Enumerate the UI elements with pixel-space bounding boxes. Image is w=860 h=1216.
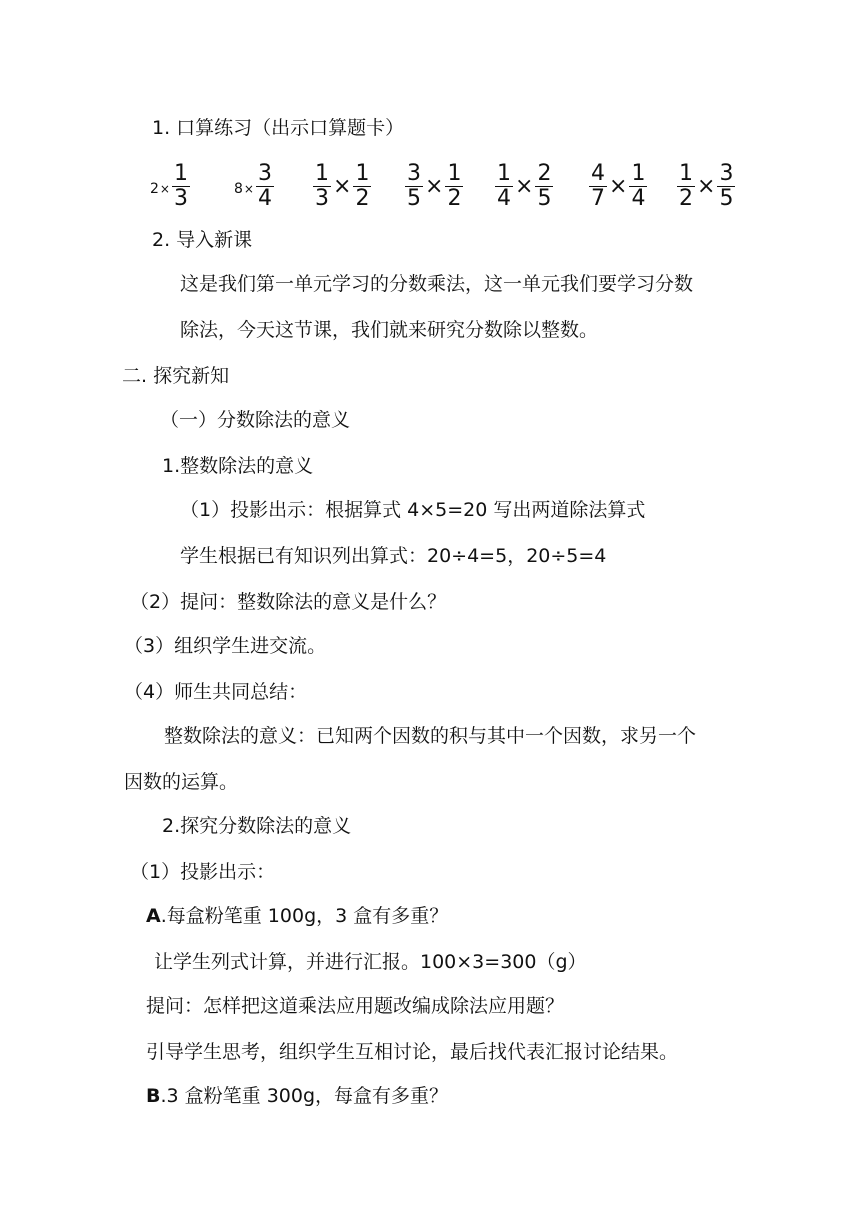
paragraph-line: （1）投影出示：根据算式 4×5=20 写出两道除法算式: [180, 499, 646, 521]
paragraph-line: 引导学生思考，组织学生互相讨论，最后找代表汇报讨论结果。: [146, 1041, 679, 1063]
numerator: 3: [719, 160, 734, 186]
paragraph-line: 这是我们第一单元学习的分数乘法，这一单元我们要学习分数: [180, 273, 694, 295]
whole-number: 2: [150, 181, 159, 197]
subsection-heading: （一）分数除法的意义: [160, 409, 351, 431]
exercise-7: [676, 154, 736, 218]
denominator: 5: [407, 185, 421, 211]
denominator: 2: [355, 185, 370, 211]
problem-text: .每盒粉笔重 100g，3 盒有多重？: [160, 905, 449, 927]
fraction: [256, 162, 274, 211]
item-heading: 1.整数除法的意义: [162, 455, 314, 477]
exercise-1: [150, 154, 191, 218]
paragraph-line: 学生根据已有知识列出算式：20÷4=5，20÷5=4: [180, 545, 607, 567]
denominator: 7: [591, 185, 605, 211]
fraction: [313, 162, 331, 211]
paragraph-line: 整数除法的意义：已知两个因数的积与其中一个因数，求另一个: [164, 725, 697, 747]
numerator: 2: [537, 160, 552, 186]
numerator: 1: [447, 160, 462, 186]
numerator: 1: [679, 160, 693, 186]
problem-a: [146, 904, 448, 928]
paragraph-line: （1）投影出示：: [130, 861, 276, 883]
denominator: 5: [719, 185, 734, 211]
paragraph-line: 因数的运算。: [124, 771, 239, 793]
denominator: 4: [497, 185, 511, 211]
fraction: [353, 162, 371, 211]
exercise-4: [404, 154, 464, 218]
times-sign: ×: [697, 173, 716, 199]
section-heading: 二. 探究新知: [122, 365, 230, 387]
item-introduce-lesson: 2. 导入新课: [152, 229, 253, 251]
problem-label: A: [146, 905, 161, 927]
paragraph-line: 让学生列式计算，并进行汇报。100×3=300（g）: [154, 951, 587, 973]
denominator: 5: [537, 185, 552, 211]
fraction: [495, 162, 513, 211]
times-sign: ×: [333, 173, 352, 199]
problem-b: [146, 1084, 448, 1108]
exercise-5: [494, 154, 554, 218]
denominator: 4: [257, 185, 272, 211]
denominator: 3: [173, 185, 188, 211]
times-sign: ×: [515, 173, 534, 199]
item-heading: 2.探究分数除法的意义: [162, 815, 352, 837]
denominator: 2: [679, 185, 693, 211]
exercise-2: [234, 154, 275, 218]
paragraph-line: （2）提问：整数除法的意义是什么？: [130, 591, 447, 613]
times-sign: ×: [159, 182, 170, 196]
numerator: 4: [591, 160, 605, 186]
numerator: 1: [631, 160, 646, 186]
denominator: 3: [315, 185, 329, 211]
numerator: 1: [173, 160, 188, 186]
exercise-6: [588, 154, 648, 218]
times-sign: ×: [609, 173, 628, 199]
problem-label: B: [146, 1085, 161, 1107]
times-sign: ×: [425, 173, 444, 199]
paragraph-line: （4）师生共同总结：: [124, 681, 308, 703]
numerator: 3: [407, 160, 421, 186]
paragraph-line: 除法，今天这节课，我们就来研究分数除以整数。: [180, 319, 599, 341]
numerator: 1: [497, 160, 511, 186]
numerator: 1: [315, 160, 329, 186]
numerator: 1: [355, 160, 370, 186]
item-oral-practice: 1. 口算练习（出示口算题卡）: [152, 117, 405, 139]
numerator: 3: [257, 160, 272, 186]
exercise-3: [312, 154, 372, 218]
paragraph-line: 提问：怎样把这道乘法应用题改编成除法应用题？: [146, 995, 565, 1017]
fraction: [445, 162, 463, 211]
whole-number: 8: [234, 181, 243, 197]
denominator: 2: [447, 185, 462, 211]
fraction: [629, 162, 647, 211]
denominator: 4: [631, 185, 646, 211]
fraction: [589, 162, 607, 211]
fraction: [677, 162, 695, 211]
fraction: [717, 162, 735, 211]
paragraph-line: （3）组织学生进交流。: [124, 635, 327, 657]
fraction: [405, 162, 423, 211]
times-sign: ×: [243, 182, 254, 196]
fraction: [172, 162, 190, 211]
problem-text: .3 盒粉笔重 300g，每盒有多重？: [160, 1085, 449, 1107]
fraction: [535, 162, 553, 211]
